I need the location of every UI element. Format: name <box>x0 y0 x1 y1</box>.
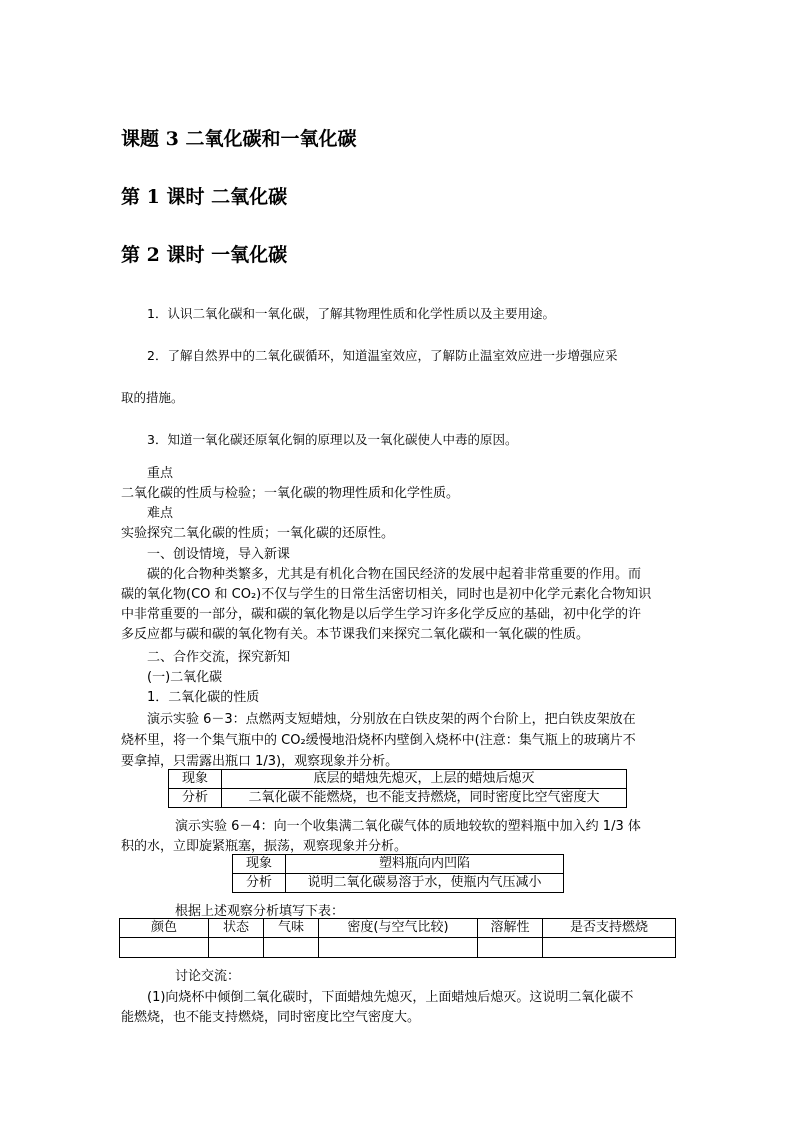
experiment2-line2: 积的水，立即旋紧瓶塞，振荡，观察现象并分析。 <box>121 839 408 854</box>
section1-para-line1: 碳的化合物种类繁多，尤其是有机化合物在国民经济的发展中起着非常重要的作用。而 <box>147 567 642 582</box>
table-cell[interactable] <box>264 938 319 958</box>
topic-title: 课题 3 二氧化碳和一氧化碳 <box>121 128 357 150</box>
objective-1: 1．认识二氧化碳和一氧化碳，了解其物理性质和化学性质以及主要用途。 <box>147 306 555 321</box>
subsection-co2-properties: 1．二氧化碳的性质 <box>147 690 260 705</box>
key-label: 重点 <box>147 466 174 481</box>
fill-table-intro: 根据上述观察分析填写下表： <box>175 904 345 919</box>
discussion1-line1: (1)向烧杯中倾倒二氧化碳时，下面蜡烛先熄灭，上面蜡烛后熄灭。这说明二氧化碳不 <box>147 990 634 1005</box>
table-row <box>169 770 627 789</box>
table-cell: 分析 <box>169 789 222 808</box>
section1-para-line3: 中非常重要的一部分，碳和碳的氧化物是以后学生学习许多化学反应的基础，初中化学的许 <box>121 607 642 622</box>
hard-label: 难点 <box>147 506 174 521</box>
table-header-cell: 颜色 <box>120 919 209 938</box>
table-header-cell: 状态 <box>209 919 264 938</box>
table-cell: 说明二氧化碳易溶于水，使瓶内气压减小 <box>286 874 564 893</box>
table-cell[interactable] <box>319 938 478 958</box>
experiment2-table <box>232 854 564 893</box>
experiment1-line2: 烧杯里，将一个集气瓶中的 CO₂缓慢地沿烧杯内壁倒入烧杯中(注意：集气瓶上的玻璃片不 <box>121 733 636 748</box>
section2-heading: 二、合作交流，探究新知 <box>147 650 291 665</box>
table-row <box>120 938 676 958</box>
discussion-label: 讨论交流： <box>175 969 241 984</box>
table-header-cell: 密度(与空气比较) <box>319 919 478 938</box>
experiment2-line1: 演示实验 6－4：向一个收集满二氧化碳气体的质地较软的塑料瓶中加入约 1/3 体 <box>175 819 641 834</box>
lesson1-title: 第 1 课时 二氧化碳 <box>121 186 288 208</box>
table-cell: 现象 <box>169 770 222 789</box>
table-cell: 塑料瓶向内凹陷 <box>286 855 564 874</box>
table-row <box>233 874 564 893</box>
table-cell[interactable] <box>478 938 543 958</box>
experiment1-table <box>168 769 627 808</box>
table-cell: 现象 <box>233 855 286 874</box>
table-row <box>169 789 627 808</box>
objective-2-line1: 2．了解自然界中的二氧化碳循环，知道温室效应，了解防止温室效应进一步增强应采 <box>147 348 618 363</box>
section1-para-line4: 多反应都与碳和碳的氧化物有关。本节课我们来探究二氧化碳和一氧化碳的性质。 <box>121 627 590 642</box>
lesson2-title: 第 2 课时 一氧化碳 <box>121 244 288 266</box>
subsection-co2: (一)二氧化碳 <box>147 670 223 685</box>
table-row <box>233 855 564 874</box>
hard-text: 实验探究二氧化碳的性质；一氧化碳的还原性。 <box>121 526 395 541</box>
table-cell[interactable] <box>120 938 209 958</box>
table-row <box>120 919 676 938</box>
table-cell: 底层的蜡烛先熄灭，上层的蜡烛后熄灭 <box>222 770 627 789</box>
properties-table <box>119 918 676 958</box>
discussion1-line2: 能燃烧，也不能支持燃烧，同时密度比空气密度大。 <box>121 1010 421 1025</box>
table-cell[interactable] <box>543 938 676 958</box>
section1-para-line2: 碳的氧化物(CO 和 CO₂)不仅与学生的日常生活密切相关，同时也是初中化学元素化合物知识 <box>121 587 652 602</box>
section1-heading: 一、创设情境，导入新课 <box>147 547 291 562</box>
table-header-cell: 溶解性 <box>478 919 543 938</box>
experiment1-line3: 要拿掉，只需露出瓶口 1/3)，观察现象并分析。 <box>121 754 399 769</box>
table-cell[interactable] <box>209 938 264 958</box>
table-cell: 分析 <box>233 874 286 893</box>
table-cell: 二氧化碳不能燃烧，也不能支持燃烧，同时密度比空气密度大 <box>222 789 627 808</box>
key-text: 二氧化碳的性质与检验；一氧化碳的物理性质和化学性质。 <box>121 486 460 501</box>
table-header-cell: 气味 <box>264 919 319 938</box>
experiment1-line1: 演示实验 6－3：点燃两支短蜡烛，分别放在白铁皮架的两个台阶上，把白铁皮架放在 <box>147 712 636 727</box>
objective-3: 3．知道一氧化碳还原氧化铜的原理以及一氧化碳使人中毒的原因。 <box>147 432 518 447</box>
objective-2-line2: 取的措施。 <box>121 390 184 405</box>
table-header-cell: 是否支持燃烧 <box>543 919 676 938</box>
